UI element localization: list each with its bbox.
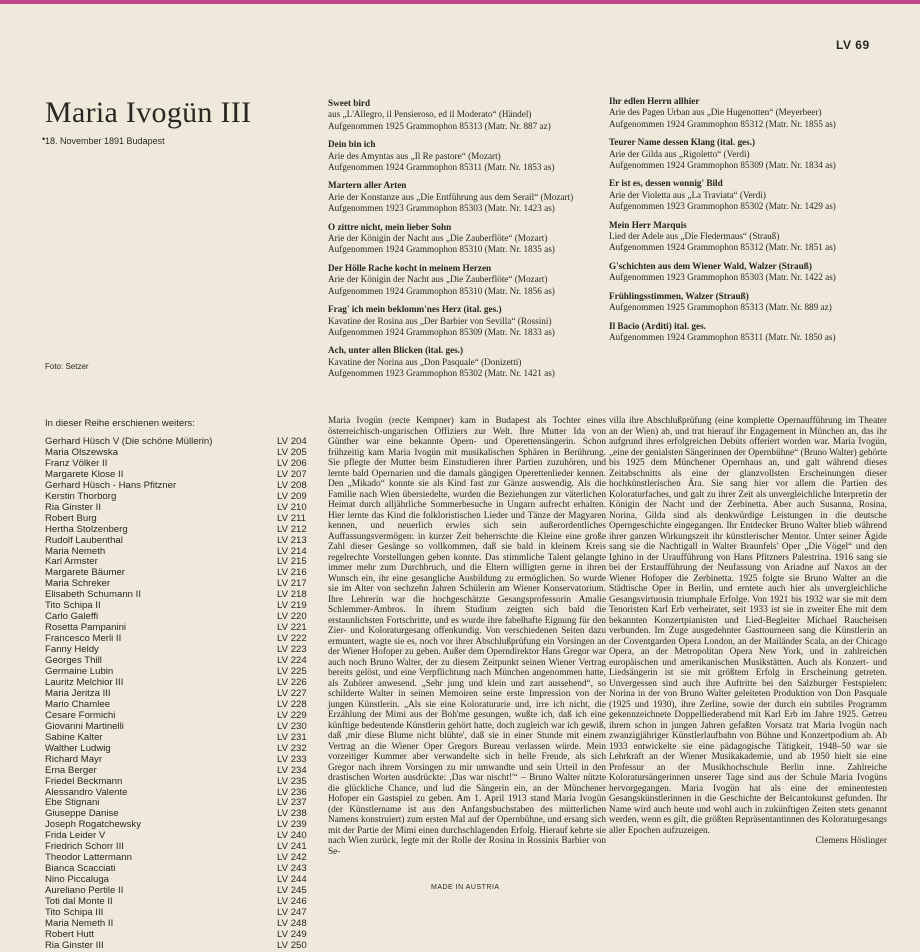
track-rec: Aufgenommen 1923 Grammophon 85302 (Matr. Nr. 1421 as) bbox=[328, 368, 555, 379]
series-artist: Richard Mayr bbox=[45, 753, 103, 765]
track-desc: Arie der Violetta aus „La Traviata“ (Verdi) bbox=[609, 189, 766, 200]
series-artist: Karl Armster bbox=[45, 556, 98, 568]
series-artist: Maria Nemeth II bbox=[45, 917, 114, 929]
track-rec: Aufgenommen 1924 Grammophon 85312 (Matr. Nr. 1855 as) bbox=[609, 118, 836, 129]
track-title: G'schichten aus dem Wiener Wald, Walzer (Strauß) bbox=[609, 260, 812, 271]
track-rec: Aufgenommen 1924 Grammophon 85310 (Matr. Nr. 1835 as) bbox=[328, 244, 555, 255]
series-artist: Margarete Klose II bbox=[45, 468, 124, 480]
track-item bbox=[609, 291, 874, 314]
track-title: O zittre nicht, mein lieber Sohn bbox=[328, 221, 452, 232]
track-rec: Aufgenommen 1924 Grammophon 85312 (Matr. Nr. 1851 as) bbox=[609, 242, 836, 253]
top-color-bar bbox=[0, 0, 920, 4]
series-number: LV 215 bbox=[277, 556, 307, 568]
series-artist: Margarete Bäumer bbox=[45, 567, 125, 579]
track-item bbox=[609, 137, 874, 171]
series-row bbox=[45, 755, 313, 766]
series-artist: Robert Burg bbox=[45, 512, 97, 524]
series-artist: Sabine Kalter bbox=[45, 731, 103, 743]
track-desc: Arie der Konstanze aus „Die Entführung aus dem Serail“ (Mozart) bbox=[328, 191, 574, 202]
series-number: LV 214 bbox=[277, 545, 307, 557]
track-item bbox=[609, 321, 874, 344]
series-row bbox=[45, 744, 313, 755]
track-title: Mein Herr Marquis bbox=[609, 219, 687, 230]
track-rec: Aufgenommen 1924 Grammophon 85311 (Matr. Nr. 1853 as) bbox=[328, 162, 555, 173]
track-desc: Arie des Amyntas aus „Il Re pastore“ (Mozart) bbox=[328, 150, 501, 161]
made-in-label: MADE IN AUSTRIA bbox=[431, 884, 500, 891]
track-title: Er ist es, dessen wonnig' Bild bbox=[609, 178, 723, 189]
series-number: LV 219 bbox=[277, 600, 307, 612]
series-number: LV 205 bbox=[277, 446, 307, 458]
series-row bbox=[45, 536, 313, 547]
series-number: LV 243 bbox=[277, 863, 307, 875]
track-desc: Lied der Adele aus „Die Fledermaus“ (Strauß) bbox=[609, 231, 780, 242]
series-number: LV 206 bbox=[277, 457, 307, 469]
series-row bbox=[45, 930, 313, 941]
series-artist: Maria Nemeth bbox=[45, 545, 106, 557]
series-number: LV 217 bbox=[277, 578, 307, 590]
birth-info: • 18. November 1891 Budapest bbox=[45, 136, 165, 146]
series-artist: Walther Ludwig bbox=[45, 742, 111, 754]
track-rec: Aufgenommen 1923 Grammophon 85303 (Matr. Nr. 1423 as) bbox=[328, 203, 555, 214]
series-number: LV 220 bbox=[277, 611, 307, 623]
track-title: Frag' ich mein beklomm'nes Herz (ital. ges.) bbox=[328, 304, 502, 315]
series-number: LV 228 bbox=[277, 698, 307, 710]
track-desc: Arie der Gilda aus „Rigoletto“ (Verdi) bbox=[609, 148, 750, 159]
series-number: LV 225 bbox=[277, 666, 307, 678]
series-number: LV 226 bbox=[277, 676, 307, 688]
track-item bbox=[609, 96, 874, 130]
series-row bbox=[45, 766, 313, 777]
track-desc: Kavatine der Rosina aus „Der Barbier von Sevilla“ (Rossini) bbox=[328, 315, 552, 326]
series-number: LV 238 bbox=[277, 808, 307, 820]
series-artist: Fanny Heldy bbox=[45, 644, 99, 656]
track-item bbox=[328, 304, 593, 338]
track-item bbox=[328, 263, 593, 297]
series-artist: Giovanni Martinelli bbox=[45, 720, 124, 732]
series-artist: Mario Chamlee bbox=[45, 698, 111, 710]
series-number: LV 229 bbox=[277, 709, 307, 721]
series-number: LV 248 bbox=[277, 917, 307, 929]
series-number: LV 242 bbox=[277, 852, 307, 864]
series-number: LV 218 bbox=[277, 589, 307, 601]
series-artist: Lauritz Melchior III bbox=[45, 676, 124, 688]
series-artist: Carlo Galeffi bbox=[45, 611, 99, 623]
track-desc: Arie des Pagen Urban aus „Die Hugenotten“ (Meyerbeer) bbox=[609, 107, 822, 118]
series-number: LV 244 bbox=[277, 874, 307, 886]
series-number: LV 211 bbox=[277, 512, 306, 524]
track-item bbox=[328, 180, 593, 214]
series-number: LV 224 bbox=[277, 655, 307, 667]
track-title: Il Bacio (Arditi) ital. ges. bbox=[609, 320, 706, 331]
series-artist: Franz Völker II bbox=[45, 457, 108, 469]
track-rec: Aufgenommen 1925 Grammophon 85313 (Matr. Nr. 887 az) bbox=[328, 120, 551, 131]
track-desc: Arie der Königin der Nacht aus „Die Zauberflöte“ (Mozart) bbox=[328, 274, 548, 285]
catalog-number: LV 69 bbox=[836, 38, 870, 52]
series-artist: Tito Schipa III bbox=[45, 906, 104, 918]
series-number: LV 221 bbox=[277, 622, 307, 634]
series-row bbox=[45, 919, 313, 930]
track-desc: Kavatine der Norina aus „Don Pasquale“ (Donizetti) bbox=[328, 356, 522, 367]
series-artist: Theodor Lattermann bbox=[45, 852, 132, 864]
track-title: Dein bin ich bbox=[328, 139, 376, 150]
biography-column-2 bbox=[609, 416, 887, 847]
series-artist: Ria Ginster II bbox=[45, 501, 101, 513]
series-number: LV 240 bbox=[277, 830, 307, 842]
series-number: LV 234 bbox=[277, 764, 307, 776]
series-number: LV 216 bbox=[277, 567, 307, 579]
track-title: Frühlingsstimmen, Walzer (Strauß) bbox=[609, 290, 749, 301]
track-title: Der Hölle Rache kocht in meinem Herzen bbox=[328, 262, 492, 273]
series-artist: Francesco Merli II bbox=[45, 633, 122, 645]
series-artist: Bianca Scacciati bbox=[45, 863, 116, 875]
track-title: Martern aller Arten bbox=[328, 180, 407, 191]
track-item bbox=[328, 345, 593, 379]
series-row bbox=[45, 514, 313, 525]
series-number: LV 250 bbox=[277, 939, 307, 951]
track-rec: Aufgenommen 1924 Grammophon 85310 (Matr. Nr. 1856 as) bbox=[328, 285, 555, 296]
album-title: Maria Ivogün III bbox=[45, 96, 252, 129]
series-artist: Hertha Stolzenberg bbox=[45, 523, 128, 535]
series-artist: Erna Berger bbox=[45, 764, 97, 776]
series-number: LV 237 bbox=[277, 797, 307, 809]
photo-credit: Foto: Setzer bbox=[45, 362, 89, 371]
series-number: LV 212 bbox=[277, 523, 307, 535]
series-row bbox=[45, 525, 313, 536]
series-artist: Nino Piccaluga bbox=[45, 874, 109, 886]
track-list-left bbox=[328, 98, 593, 387]
series-number: LV 223 bbox=[277, 644, 307, 656]
series-artist: Maria Jeritza III bbox=[45, 687, 111, 699]
track-title: Teurer Name dessen Klang (ital. ges.) bbox=[609, 137, 756, 148]
series-number: LV 241 bbox=[277, 841, 307, 853]
series-artist: Maria Olszewska bbox=[45, 446, 119, 458]
biography-column-1: Maria Ivogün (recte Kempner) kam in Budapest als Tochter eines österreichisch-ungarischen Offiziers zur Welt. Ihre Mutter Ida von Günther war eine bekannte Opern- und Operettensängerin. Schon frühzeitig kam Maria Ivogün mit musikalischen Sphären in Berührung. Sie pflegte der Mutter beim Einstudieren ihrer Partien zuzuhören, und lernte bald Opernarien und die damals gängigen Operettenlieder kennen. Den „Mikado“ konnte sie als Kind fast zur Gänze auswendig. Als die Familie nach Wien übersiedelte, wurden die Beziehungen zur väterlichen Heimat durch alljährliche Sommerbesuche in Ungarn aufrecht erhalten. Hier lernte das Kind die folkloristischen Lieder und Tänze der Magyaren kennen, und neuerlich erwies sich sein außerordentliches Auffassungsvermögen: in kurzer Zeit beherrschte die Kleine eine große Zahl dieser Gesänge so vollkommen, daß sie bald in kleinem Kreis regelrechte Vorstellungen geben konnte. Das stimmliche Talent gelangte immer mehr zum Durchbruch, und die Eltern willigten gerne in ihren Wunsch ein, ihr eine gesangliche Ausbildung zu ermöglichen. So wurde sie im Alter von sechzehn Jahren Schülerin am Wiener Konservatorium. Ihre Lehrerin war die hochgeschätzte Gesangsprofessorin Amalie Schlemmer-Ambros. In ihrem Studium zeigten sich bald die erstaunlichsten Fortschritte, und es wurde ihre fabelhafte Eignung für den Zier- und Koloraturgesang offenkundig. Von verschiedenen Seiten dazu ermuntert, wagte sie es, noch vor ihrer Abschlußprüfung ein Vorsingen an der Wiener Hofoper zu geben. Außer dem Operndirektor Hans Gregor war auch noch Bruno Walter, der zu diesem Zeitpunkt seinen Wiener Vertrag bereits gelöst, und eine Verpflichtung nach München angenommen hatte, als Zuhörer anwesend. „Sehr jung und klein und zart aussehend“, so schilderte Walter in seinen Memoiren seine erste Impression von der jungen Künstlerin. „Als sie eine Koloraturarie und, irre ich nicht, die Erzählung der Mimi aus der Boh'me gesungen, wußte ich, daß ich eine künftige bedeutende Künstlerin gehört hatte, doch zugleich war ich gewiß, daß ,mir diese Blume nicht blühte', daß sie in einer Stunde mit einem Vertrag an die Wiener Oper Gregors Bureau verlassen würde. Mein vorzeitiger Kummer aber verwandelte sich in helle Freude, als sich Gregor nach ihrem Vorsingen zu mir umwandte und sein Urteil in den drastischen Worten ausdrückte: ,Das war nischt!'“ – Bruno Walter nützte die glückliche Chance, und lud die Sängerin ein, an der Münchener Hofoper ein Gastspiel zu geben. Am 1. April 1913 stand Maria Ivogün (der Künstlername ist aus den Anfangsbuchstaben des mütterlichen Namens konstruiert) zum ersten Mal auf der Opernbühne, und ersang sich mit der Partie der Mimi einen durchschlagenden Erfolg. Hierauf kehrte sie nach Wien zurück, legte mit der Rolle der Rosina in Rossinis Barbier von Se- bbox=[328, 416, 606, 857]
series-number: LV 246 bbox=[277, 896, 307, 908]
series-artist: Germaine Lubin bbox=[45, 666, 114, 678]
series-artist: Cesare Formichi bbox=[45, 709, 116, 721]
track-item bbox=[328, 98, 593, 132]
series-number: LV 210 bbox=[277, 501, 307, 513]
series-artist: Elisabeth Schumann II bbox=[45, 589, 141, 601]
track-item bbox=[328, 139, 593, 173]
track-title: Ihr edlen Herrn allhier bbox=[609, 96, 700, 106]
track-title: Sweet bird bbox=[328, 98, 371, 108]
series-number: LV 239 bbox=[277, 819, 307, 831]
track-list-right bbox=[609, 96, 874, 350]
series-artist: Georges Thill bbox=[45, 655, 102, 667]
series-number: LV 230 bbox=[277, 720, 307, 732]
series-row bbox=[45, 777, 313, 788]
series-number: LV 232 bbox=[277, 742, 307, 754]
series-artist: Maria Schreker bbox=[45, 578, 111, 590]
series-number: LV 222 bbox=[277, 633, 307, 645]
track-item bbox=[609, 178, 874, 212]
series-row bbox=[45, 941, 313, 952]
track-rec: Aufgenommen 1924 Grammophon 85309 (Matr. Nr. 1833 as) bbox=[328, 326, 555, 337]
series-number: LV 247 bbox=[277, 906, 307, 918]
series-artist: Aureliano Pertile II bbox=[45, 885, 124, 897]
track-desc: Arie der Königin der Nacht aus „Die Zauberflöte“ (Mozart) bbox=[328, 233, 548, 244]
series-number: LV 204 bbox=[277, 436, 307, 447]
series-number: LV 227 bbox=[277, 687, 307, 699]
series-number: LV 209 bbox=[277, 490, 307, 502]
series-number: LV 233 bbox=[277, 753, 307, 765]
series-heading: In dieser Reihe erschienen weiters: bbox=[45, 418, 195, 429]
series-artist: Ria Ginster III bbox=[45, 939, 104, 951]
track-item bbox=[328, 222, 593, 256]
series-list bbox=[45, 437, 313, 952]
track-rec: Aufgenommen 1923 Grammophon 85302 (Matr. Nr. 1429 as) bbox=[609, 201, 836, 212]
biography-text: villa ihre Abschlußprüfung (eine komplette Opernaufführung im Theater an der Wien) ab, und trat hierauf ihr Engagement in München an, das ihr aufgrund ihres erfolgreichen Debüts offeriert worden war. Maria Ivogün, „eine der genialsten Sängerinnen der Opernbühne“ (Bruno Walter) gehörte bis 1925 dem Münchener Opernhaus an, und galt während dieses Zeitabschnitts als eine der glanzvollsten Erscheinungen dieser hochkünstlerischen Ära. Sie sang hier vor allem die Partien des Koloraturfaches, und galt zu ihrer Zeit als unvergleichliche Interpretin der Königin der Nacht und der Zerbinetta. Aber auch Susanna, Rosina, Norina, Gilda sind als denkwürdige Leistungen in die deutsche Operngeschichte eingegangen. Ihr Entdecker Bruno Walter blieb während ihrer ganzen Wirkungszeit ihr künstlerischer Mentor. Unter seiner Ägide sang sie die Nachtigall in Walter Braunfels' Oper „Die Vögel“ und den Ighino in der Uraufführung von Hans Pfitzners Palestrina. 1916 sang sie bei der Erstaufführung der Neufassung von Ariadne auf Naxos an der Wiener Hofoper die Zerbinetta. 1925 folgte sie Bruno Walter an die Städtische Oper in Berlin, und erntete auch hier als unvergleichliche Gesangsvirtuosin triumphale Erfolge. Von 1921 bis 1932 war sie mit dem Tenoristen Karl Erb verheiratet, seit 1933 ist sie in zweiter Ehe mit dem bekannten Konzertpianisten und Lied-Begleiter Michael Raucheisen verbunden. Im Zuge ausgedehnter Gasttourneen sang die Künstlerin an der Coventgarden Opera London, an der Mailänder Scala, an der Chicago Opera, an der Metropolitan Opera New York, und in zahlreichen europäischen und amerikanischen Musikstätten. Auch als Konzert- und Liedsängerin ist sie mit größtem Erfolg in Erscheinung getreten. Unvergessen sind auch ihre Auftritte bei den Salzburger Festspielen: Norina in der von Bruno Walter geleiteten Produktion von Don Pasquale (1925 und 1930), ihre Zerline, sowie der durch ein subtiles Programm gekennzeichnete Doppelliederabend mit Karl Erb im Jahre 1925. Getreu ihrem schon in jungen Jahren gefaßten Vorsatz trat Maria Ivogün nach zwanzigjähriger Künstlerlaufbahn von Bühne und Konzertpodium ab. Ab 1933 entwickelte sie eine pädagogische Tätigkeit, 1948–50 war sie Lehrkraft an der Wiener Musikakademie, und ab 1950 hielt sie eine Professur an der Musikhochschule Berlin inne. Zahlreiche Koloratursängerinnen unserer Tage sind aus der Schule Maria Ivogüns hervorgegangen. Maria Ivogün hat als eine der eminentesten Gesangskünstlerinnen in die Geschichte der Belcantokunst gefunden. Ihr Name wird auch heute und wohl auch in zukünftigen Zeiten stets genannt werden, wenn es gilt, die größten Repräsentantinnen des Koloraturgesangs aller Epochen aufzuzeigen. bbox=[609, 416, 887, 836]
series-artist: Alessandro Valente bbox=[45, 786, 128, 798]
series-number: LV 207 bbox=[277, 468, 307, 480]
series-number: LV 231 bbox=[277, 731, 307, 743]
series-number: LV 249 bbox=[277, 928, 307, 940]
series-artist: Rudolf Laubenthal bbox=[45, 534, 123, 546]
series-artist: Frida Leider V bbox=[45, 830, 106, 842]
series-artist: Gerhard Hüsch V (Die schöne Müllerin) bbox=[45, 436, 213, 447]
author-signature: Clemens Höslinger bbox=[815, 836, 887, 846]
track-rec: Aufgenommen 1924 Grammophon 85311 (Matr. Nr. 1850 as) bbox=[609, 331, 836, 342]
track-item bbox=[609, 261, 874, 284]
track-title: Ach, unter allen Blicken (ital. ges.) bbox=[328, 345, 464, 356]
track-desc: aus „L'Allegro, il Pensieroso, ed il Moderato“ (Händel) bbox=[328, 109, 532, 120]
series-number: LV 213 bbox=[277, 534, 307, 546]
series-artist: Tito Schipa II bbox=[45, 600, 101, 612]
series-artist: Robert Hutt bbox=[45, 928, 95, 940]
series-number: LV 208 bbox=[277, 479, 307, 491]
track-rec: Aufgenommen 1925 Grammophon 85313 (Matr. Nr. 889 az) bbox=[609, 302, 832, 313]
series-artist: Kerstin Thorborg bbox=[45, 490, 117, 502]
track-rec: Aufgenommen 1923 Grammophon 85303 (Matr. Nr. 1422 as) bbox=[609, 272, 836, 283]
series-artist: Gerhard Hüsch - Hans Pfitzner bbox=[45, 479, 177, 491]
track-item bbox=[609, 220, 874, 254]
series-artist: Rosetta Pampanini bbox=[45, 622, 127, 634]
series-artist: Friedel Beckmann bbox=[45, 775, 123, 787]
series-number: LV 235 bbox=[277, 775, 307, 787]
series-number: LV 236 bbox=[277, 786, 307, 798]
series-number: LV 245 bbox=[277, 885, 307, 897]
series-artist: Giuseppe Danise bbox=[45, 808, 119, 820]
series-artist: Ebe Stignani bbox=[45, 797, 100, 809]
track-rec: Aufgenommen 1924 Grammophon 85309 (Matr. Nr. 1834 as) bbox=[609, 160, 836, 171]
series-artist: Joseph Rogatchewsky bbox=[45, 819, 141, 831]
series-artist: Friedrich Schorr III bbox=[45, 841, 124, 853]
series-artist: Toti dal Monte II bbox=[45, 896, 113, 908]
